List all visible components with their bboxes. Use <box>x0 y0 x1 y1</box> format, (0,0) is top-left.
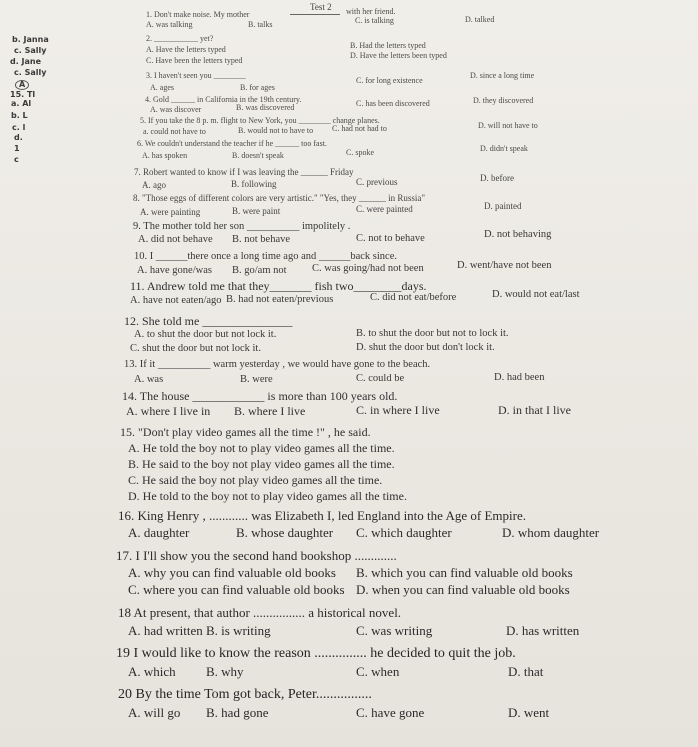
option[interactable]: C. have gone <box>356 705 425 720</box>
option[interactable]: C. He said the boy not play video games all the time. <box>128 473 383 487</box>
option[interactable]: A. which <box>128 664 176 679</box>
option[interactable]: A. why you can find valuable old books <box>128 565 336 580</box>
option[interactable]: C. could be <box>356 373 405 384</box>
option[interactable]: C. shut the door but not lock it. <box>130 343 261 354</box>
option[interactable]: A. did not behave <box>138 234 213 245</box>
margin-note: c. l <box>12 123 26 132</box>
option[interactable]: D. talked <box>465 15 495 24</box>
option[interactable]: B. He said to the boy not play video games all the time. <box>128 457 395 471</box>
option[interactable]: B. talks <box>248 20 273 29</box>
question-stem: 3. I haven't seen you ________ <box>146 71 246 80</box>
question-stem: 7. Robert wanted to know if I was leaving the ______ Friday <box>134 167 354 177</box>
option[interactable]: C. had not had to <box>332 124 387 133</box>
margin-note: b. Janna <box>12 35 49 44</box>
option[interactable]: A. has spoken <box>142 151 188 160</box>
option[interactable]: B. to shut the door but not to lock it. <box>356 328 509 339</box>
question-stem: with her friend. <box>346 7 396 16</box>
option[interactable]: B. not behave <box>232 234 291 245</box>
option[interactable]: C. did not eat/before <box>370 292 457 303</box>
question-stem: 5. If you take the 8 p. m. flight to New York, you ________ change planes. <box>140 116 380 125</box>
option[interactable]: C. spoke <box>346 148 374 157</box>
option[interactable]: C. was going/had not been <box>312 263 424 274</box>
option[interactable]: B. were paint <box>232 206 281 216</box>
margin-note: a. Al <box>11 99 32 108</box>
option[interactable]: B. doesn't speak <box>232 151 284 160</box>
question-stem: 16. King Henry , ............ was Elizabeth I, led England into the Age of Empire. <box>118 508 526 523</box>
question-stem: 13. If it __________ warm yesterday , we would have gone to the beach. <box>124 359 431 370</box>
option[interactable]: C. previous <box>356 177 398 187</box>
question-stem: 11. Andrew told me that they_______ fish two________days. <box>130 279 427 293</box>
margin-note: c. Sally <box>14 46 47 55</box>
option[interactable]: D. shut the door but don't lock it. <box>356 342 495 353</box>
option[interactable]: A. were painting <box>140 207 201 217</box>
question-stem: 17. I I'll show you the second hand bookshop ............. <box>116 548 397 563</box>
question-stem: 15. "Don't play video games all the time !" , he said. <box>120 425 371 439</box>
option[interactable]: A. daughter <box>128 525 190 540</box>
question-stem: 14. The house ____________ is more than 100 years old. <box>122 389 398 403</box>
option[interactable]: B. following <box>231 179 277 189</box>
option[interactable]: D. whom daughter <box>502 525 600 540</box>
option[interactable]: A. was <box>134 374 164 385</box>
option[interactable]: A. ages <box>150 83 174 92</box>
option[interactable]: A. to shut the door but not lock it. <box>134 329 277 340</box>
question-stem: 8. "Those eggs of different colors are very artistic." "Yes, they ______ in Russia" <box>133 193 426 203</box>
option[interactable]: C. were painted <box>356 204 413 214</box>
option[interactable]: A. will go <box>128 705 181 720</box>
option[interactable]: D. when you can find valuable old books <box>356 582 570 597</box>
option[interactable]: A. was talking <box>146 20 193 29</box>
margin-note: c. Sally <box>14 68 47 77</box>
option[interactable]: B. for ages <box>240 83 275 92</box>
option[interactable]: B. was discovered <box>236 103 295 112</box>
option[interactable]: D. didn't speak <box>480 144 528 153</box>
question-stem: 9. The mother told her son __________ impolitely . <box>133 221 351 232</box>
option[interactable]: A. where I live in <box>126 404 211 418</box>
option[interactable]: D. painted <box>484 201 522 211</box>
option[interactable]: A. He told the boy not to play video games all the time. <box>128 441 395 455</box>
question-stem: 10. I ______there once a long time ago and ______back since. <box>134 251 398 262</box>
option[interactable]: A. had written <box>128 623 203 638</box>
question-stem: 12. She told me _______________ <box>124 314 293 328</box>
option[interactable]: D. since a long time <box>470 71 535 80</box>
option[interactable]: B. go/am not <box>232 265 287 276</box>
option[interactable]: B. were <box>240 374 273 385</box>
option[interactable]: B. would not to have to <box>238 126 314 135</box>
option[interactable]: D. had been <box>494 372 545 383</box>
margin-note: 1 <box>14 144 20 153</box>
option[interactable]: D. that <box>508 664 544 679</box>
option[interactable]: A. have gone/was <box>137 265 212 276</box>
option[interactable]: A. have not eaten/ago <box>130 295 222 306</box>
option[interactable]: B. Had the letters typed <box>350 41 426 50</box>
option[interactable]: B. where I live <box>234 404 306 418</box>
margin-note: c <box>14 155 19 164</box>
question-stem: 1. Don't make noise. My mother <box>146 10 250 19</box>
option[interactable]: B. had not eaten/previous <box>226 294 334 305</box>
option[interactable]: B. whose daughter <box>236 525 334 540</box>
option[interactable]: C. where you can find valuable old books <box>128 582 345 597</box>
margin-note: d. Jane <box>10 57 42 66</box>
option[interactable]: D. has written <box>506 623 580 638</box>
option[interactable]: D. went/have not been <box>457 260 552 271</box>
option[interactable]: D. in that I live <box>498 403 571 417</box>
option[interactable]: C. was writing <box>356 623 433 638</box>
option[interactable]: D. will not have to <box>478 121 538 130</box>
question-stem: 6. We couldn't understand the teacher if he ______ too fast. <box>137 139 327 148</box>
option[interactable]: C. which daughter <box>356 525 452 540</box>
option[interactable]: C. in where I live <box>356 403 440 417</box>
option[interactable]: C. has been discovered <box>356 99 430 108</box>
option[interactable]: B. had gone <box>206 705 269 720</box>
margin-note-circled: A <box>15 80 29 90</box>
option[interactable]: C. not to behave <box>356 233 425 244</box>
option[interactable]: C. Have been the letters typed <box>146 56 243 65</box>
option[interactable]: A. ago <box>142 180 166 190</box>
margin-note: 15. Tl <box>10 90 36 99</box>
option[interactable]: D. before <box>480 173 514 183</box>
option[interactable]: D. would not eat/last <box>492 289 580 300</box>
question-stem: 2. ___________ yet? <box>146 34 214 43</box>
option[interactable]: a. could not have to <box>143 127 206 136</box>
option[interactable]: C. for long existence <box>356 76 423 85</box>
margin-note: b. L <box>11 111 28 120</box>
option[interactable]: A. Have the letters typed <box>146 45 226 54</box>
question-stem: 20 By the time Tom got back, Peter................ <box>118 687 372 702</box>
option[interactable]: A. was discover <box>150 105 202 114</box>
option[interactable]: C. is talking <box>355 16 394 25</box>
question-stem: 4. Gold ______ in California in the 19th century. <box>145 95 302 104</box>
page-title: Test 2 <box>310 2 332 12</box>
option[interactable]: B. why <box>206 664 244 679</box>
margin-note: d. <box>14 133 23 142</box>
option[interactable]: B. which you can find valuable old books <box>356 565 573 580</box>
question-stem: 18 At present, that author ................ a historical novel. <box>118 605 402 620</box>
option[interactable]: B. is writing <box>206 623 271 638</box>
option[interactable]: D. went <box>508 705 550 720</box>
option[interactable]: D. they discovered <box>473 96 534 105</box>
question-stem: 19 I would like to know the reason ............... he decided to quit the job. <box>116 646 516 661</box>
option[interactable]: C. when <box>356 664 400 679</box>
option[interactable]: D. not behaving <box>484 229 552 240</box>
option[interactable]: D. He told to the boy not to play video games all the time. <box>128 489 407 503</box>
option[interactable]: D. Have the letters been typed <box>350 51 447 60</box>
